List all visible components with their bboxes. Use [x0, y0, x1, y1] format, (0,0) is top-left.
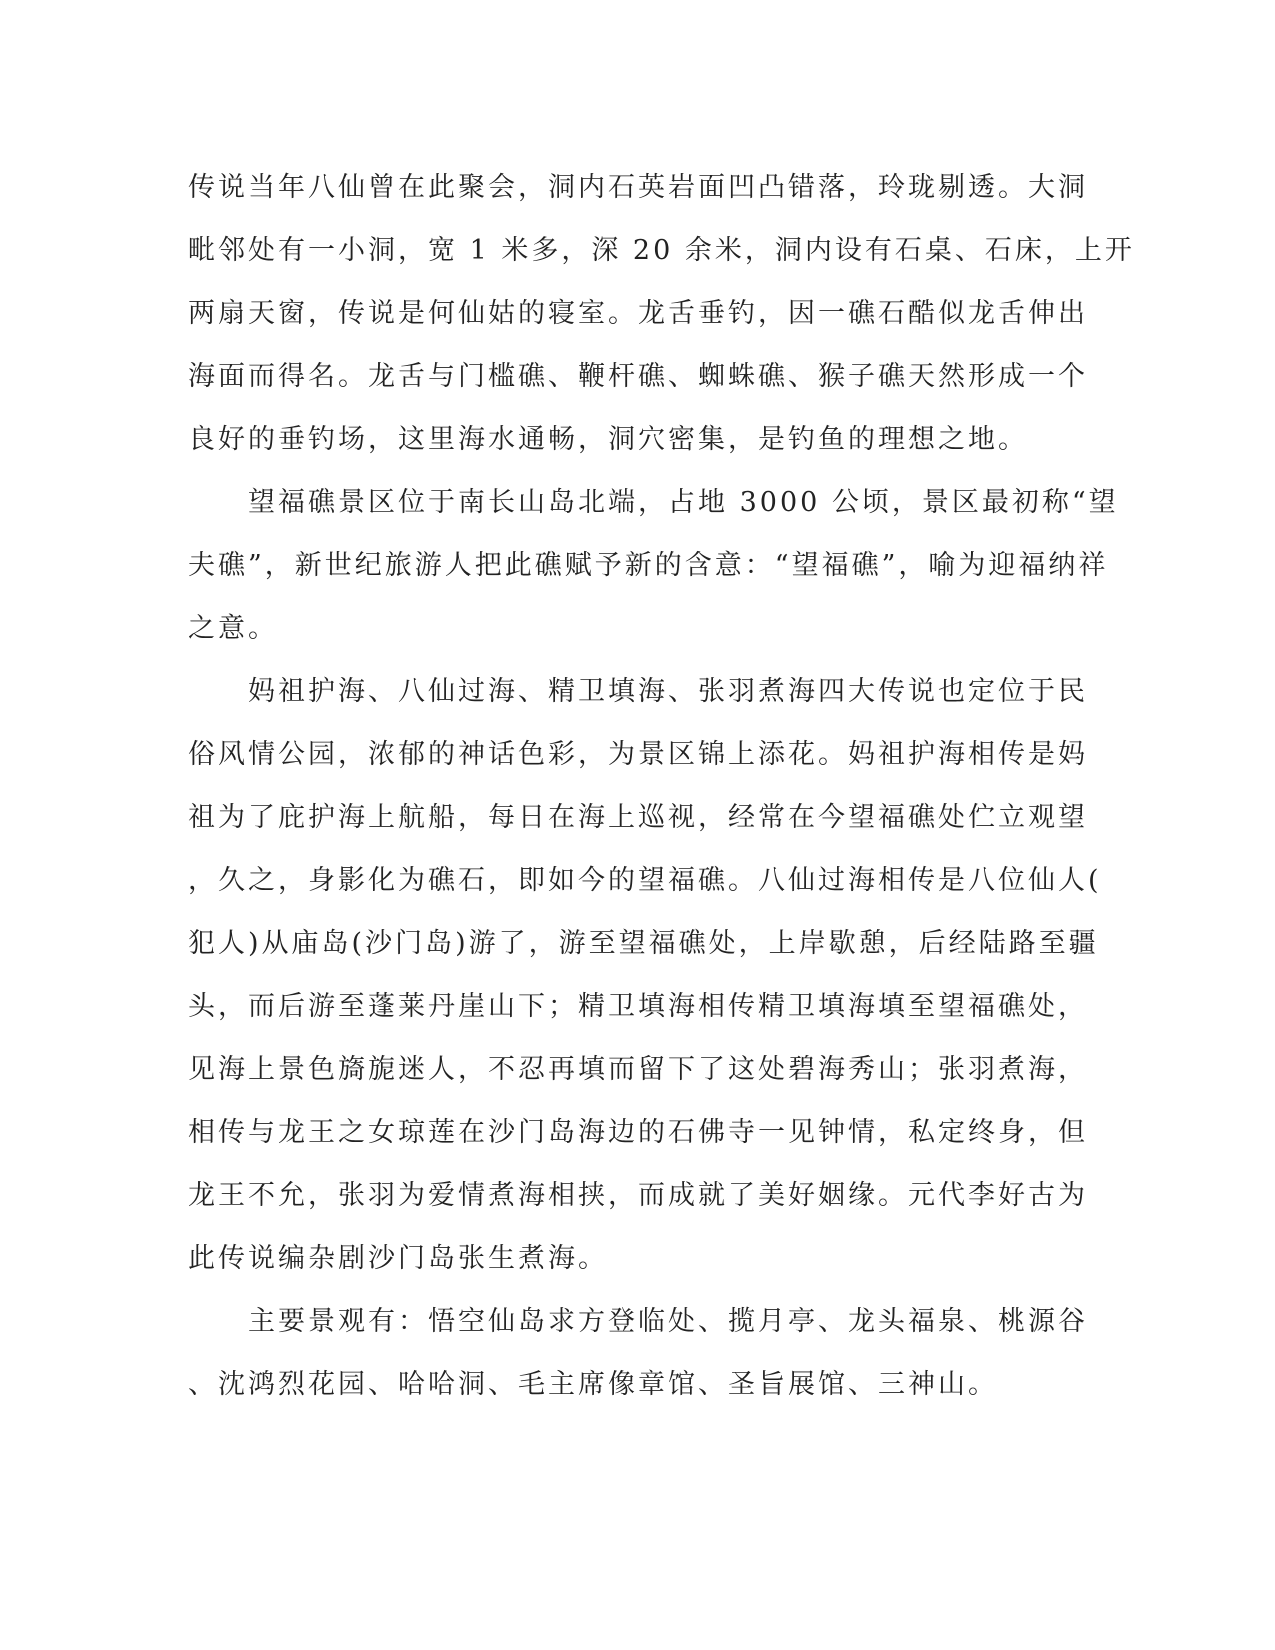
text-line: 犯人)从庙岛(沙门岛)游了，游至望福礁处，上岸歇憩，后经陆路至疆 [188, 928, 1099, 959]
text-line: 海面而得名。龙舌与门槛礁、鞭杆礁、蜘蛛礁、猴子礁天然形成一个 [188, 361, 1088, 392]
text-line: 俗风情公园，浓郁的神话色彩，为景区锦上添花。妈祖护海相传是妈 [188, 739, 1088, 770]
text-line: 见海上景色旖旎迷人，不忍再填而留下了这处碧海秀山；张羽煮海， [188, 1054, 1088, 1085]
paragraph-3 [188, 660, 1102, 1290]
text-line: ，久之，身影化为礁石，即如今的望福礁。八仙过海相传是八位仙人( [188, 865, 1102, 896]
text-line: 妈祖护海、八仙过海、精卫填海、张羽煮海四大传说也定位于民 [188, 676, 1088, 707]
text-line: 祖为了庇护海上航船，每日在海上巡视，经常在今望福礁处伫立观望 [188, 802, 1088, 833]
text-line: 龙王不允，张羽为爱情煮海相挟，而成就了美好姻缘。元代李好古为 [188, 1180, 1088, 1211]
text-line: 望福礁景区位于南长山岛北端，占地 3000 公顷，景区最初称“望 [188, 487, 1119, 518]
paragraph-1 [188, 156, 1135, 471]
text-line: 此传说编杂剧沙门岛张生煮海。 [188, 1243, 608, 1274]
text-line: 头，而后游至蓬莱丹崖山下；精卫填海相传精卫填海填至望福礁处， [188, 991, 1088, 1022]
text-line: 毗邻处有一小洞，宽 1 米多，深 20 余米，洞内设有石桌、石床，上开 [188, 235, 1135, 266]
paragraph-2 [188, 471, 1119, 660]
text-line: 传说当年八仙曾在此聚会，洞内石英岩面凹凸错落，玲珑剔透。大洞 [188, 172, 1088, 203]
text-line: 主要景观有：悟空仙岛求方登临处、揽月亭、龙头福泉、桃源谷 [188, 1306, 1088, 1337]
text-line: 夫礁”，新世纪旅游人把此礁赋予新的含意：“望福礁”，喻为迎福纳祥 [188, 550, 1109, 581]
paragraph-4 [188, 1290, 1088, 1416]
text-line: 、沈鸿烈花园、哈哈洞、毛主席像章馆、圣旨展馆、三神山。 [188, 1369, 998, 1400]
text-line: 相传与龙王之女琼莲在沙门岛海边的石佛寺一见钟情，私定终身，但 [188, 1117, 1088, 1148]
text-line: 之意。 [188, 613, 278, 644]
text-line: 两扇天窗，传说是何仙姑的寝室。龙舌垂钓，因一礁石酷似龙舌伸出 [188, 298, 1088, 329]
document-body [188, 156, 1135, 1416]
text-line: 良好的垂钓场，这里海水通畅，洞穴密集，是钓鱼的理想之地。 [188, 424, 1028, 455]
